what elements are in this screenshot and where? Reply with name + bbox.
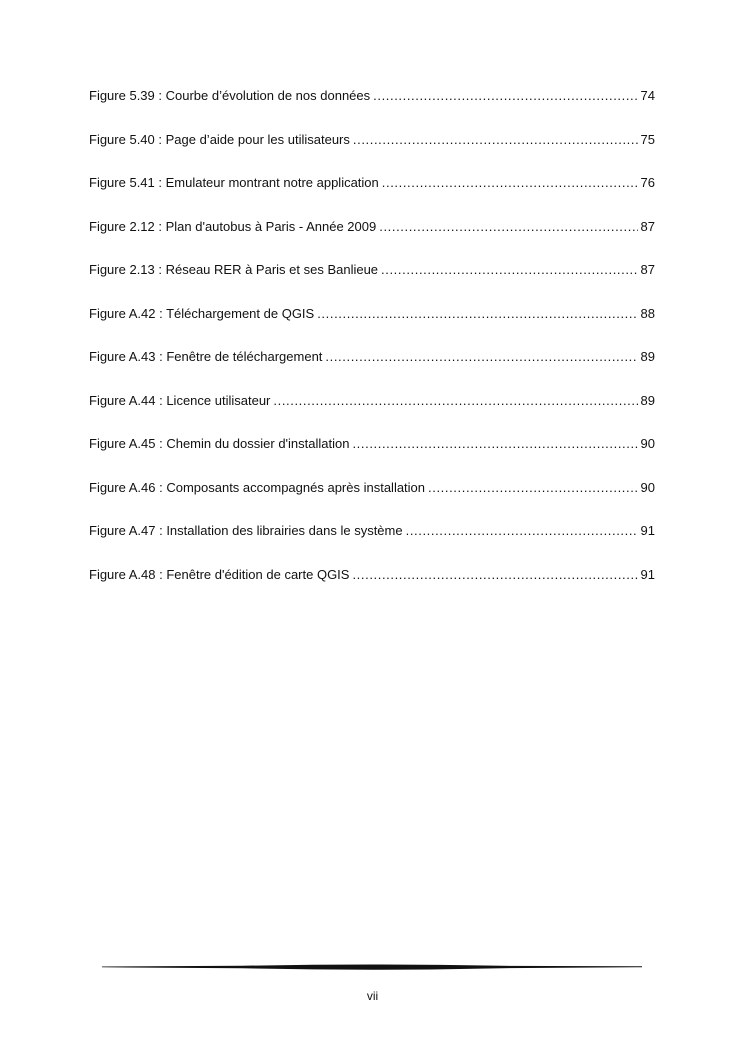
toc-entry-title: Figure A.48 : Fenêtre d'édition de carte QGIS — [89, 566, 350, 582]
toc-leader-dots — [382, 174, 638, 192]
toc-entry[interactable] — [89, 131, 655, 175]
toc-entry-title: Figure 2.13 : Réseau RER à Paris et ses Banlieue — [89, 262, 379, 277]
toc-leader-dots — [373, 87, 637, 105]
toc-entry-title: Figure A.46 : Composants accompagnés après installation — [89, 479, 426, 495]
toc-entry-page: 75 — [640, 131, 655, 147]
toc-entry-page: 91 — [640, 523, 655, 538]
toc-entry-title: Figure A.42 : Téléchargement de QGIS — [89, 305, 315, 321]
toc-entry[interactable] — [89, 435, 655, 479]
toc-entry-page: 90 — [640, 479, 655, 495]
toc-leader-dots — [325, 348, 637, 366]
toc-entry[interactable] — [89, 305, 655, 349]
toc-entry-page: 87 — [640, 262, 655, 277]
toc-entry-title: Figure 2.12 : Plan d'autobus à Paris - Année 2009 — [89, 218, 377, 234]
toc-entry[interactable] — [89, 348, 655, 392]
toc-entry-title: Figure A.45 : Chemin du dossier d'installation — [89, 436, 350, 451]
toc-entry-page: 89 — [640, 349, 655, 364]
toc-entry-page: 76 — [640, 175, 655, 190]
toc-entry[interactable] — [89, 174, 655, 218]
toc-entry-page: 89 — [640, 392, 655, 408]
toc-leader-dots — [381, 261, 637, 279]
toc-entry-title: Figure 5.41 : Emulateur montrant notre application — [89, 175, 379, 190]
toc-leader-dots — [317, 305, 637, 323]
toc-entry-title: Figure A.47 : Installation des librairies dans le système — [89, 523, 403, 538]
toc-entry-page: 88 — [640, 305, 655, 321]
toc-entry-title: Figure 5.39 : Courbe d’évolution de nos données — [89, 88, 371, 103]
toc-entry[interactable] — [89, 566, 655, 610]
toc-entry-title: Figure 5.40 : Page d’aide pour les utilisateurs — [89, 131, 350, 147]
toc-entry[interactable] — [89, 392, 655, 436]
toc-entry[interactable] — [89, 261, 655, 305]
toc-leader-dots — [352, 566, 637, 584]
page-number: vii — [366, 989, 379, 1003]
toc-entry-page: 91 — [640, 566, 655, 582]
toc-entry[interactable] — [89, 522, 655, 566]
toc-entry-page: 74 — [640, 88, 655, 103]
toc-entry[interactable] — [89, 479, 655, 523]
toc-entry-title: Figure A.44 : Licence utilisateur — [89, 392, 271, 408]
footer-divider — [102, 960, 642, 974]
toc-leader-dots — [428, 479, 638, 497]
toc-entry-title: Figure A.43 : Fenêtre de téléchargement — [89, 349, 323, 364]
toc-entry[interactable] — [89, 218, 655, 262]
toc-leader-dots — [352, 435, 637, 453]
toc-leader-dots — [379, 218, 637, 236]
toc-leader-dots — [406, 522, 638, 540]
toc-leader-dots — [273, 392, 637, 410]
list-of-figures — [89, 87, 655, 609]
toc-leader-dots — [353, 131, 638, 149]
toc-entry-page: 87 — [640, 218, 655, 234]
toc-entry[interactable] — [89, 87, 655, 131]
toc-entry-page: 90 — [640, 436, 655, 451]
